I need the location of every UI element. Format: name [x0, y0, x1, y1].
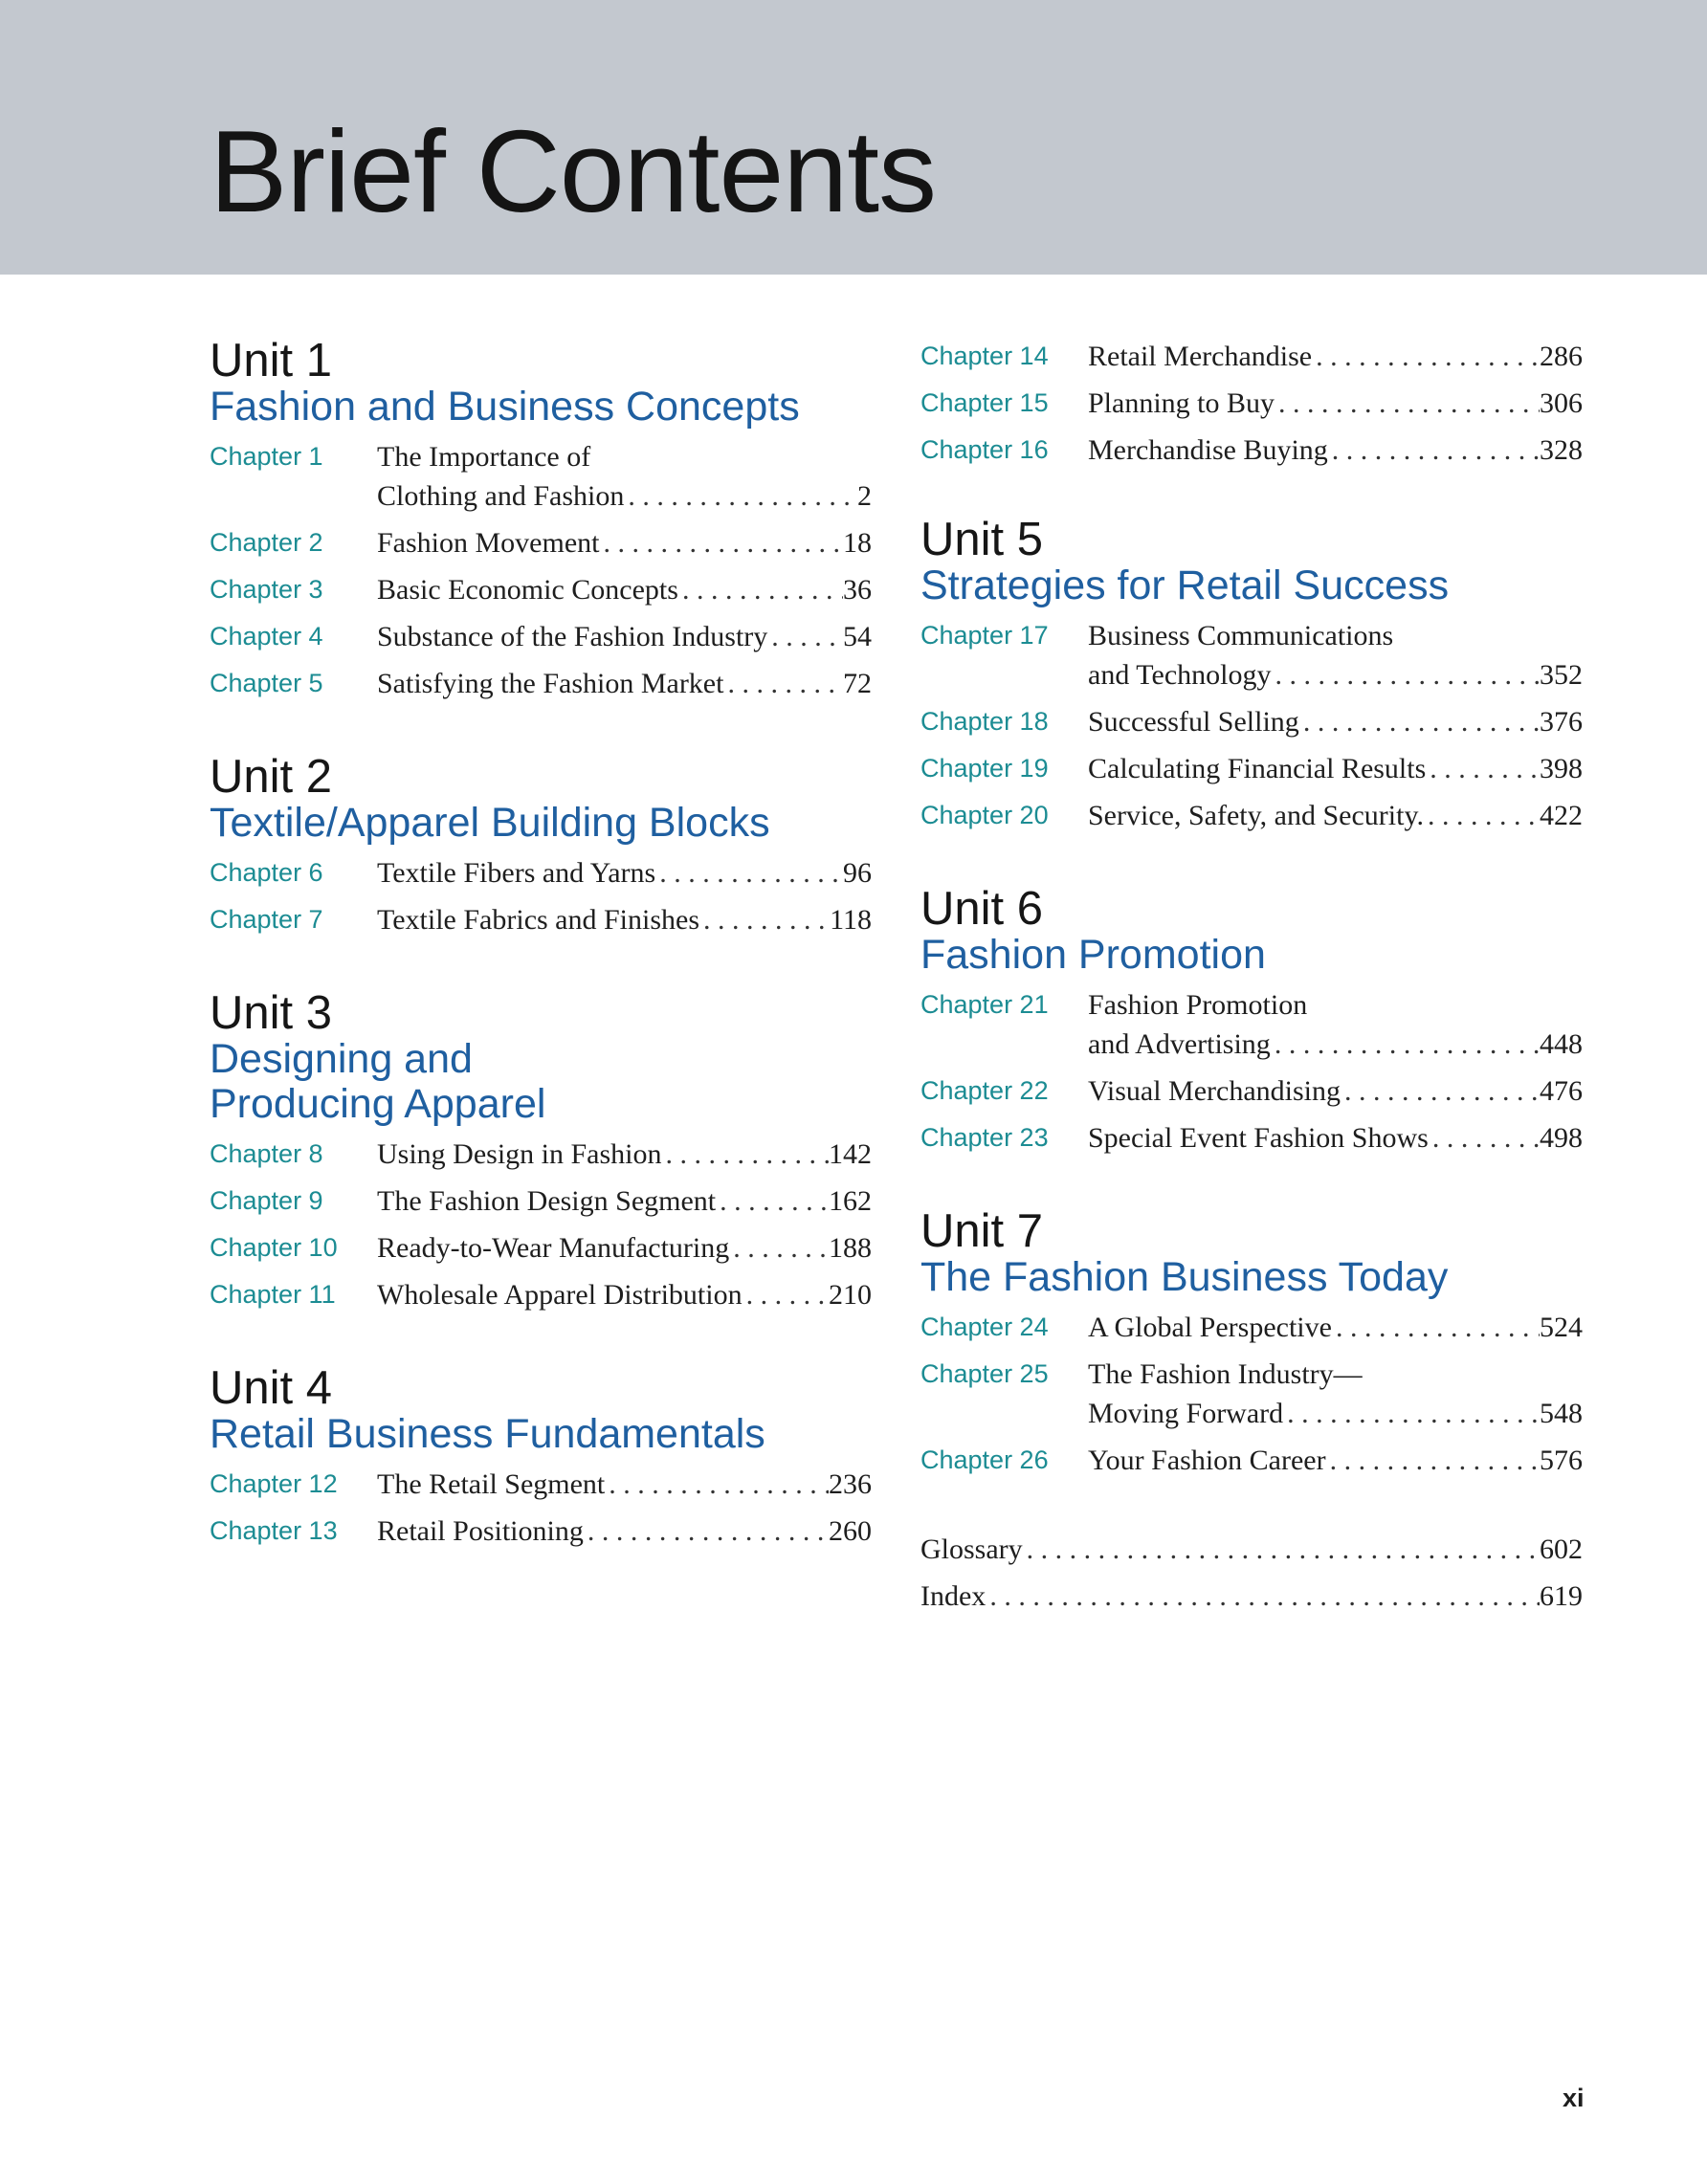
- chapter-title-text: Clothing and Fashion: [377, 480, 625, 512]
- toc-entry[interactable]: [210, 437, 872, 516]
- dot-leader: [1312, 337, 1540, 376]
- chapter-label: Chapter 3: [210, 575, 323, 604]
- chapter-title-text: Using Design in Fashion: [377, 1138, 662, 1170]
- chapter-title-text: Satisfying the Fashion Market: [377, 668, 724, 699]
- unit-section: [210, 753, 872, 939]
- contents-column-left: [210, 337, 872, 1600]
- chapter-title: [377, 1228, 872, 1268]
- unit-title: [210, 385, 872, 430]
- chapter-title-line: [377, 1275, 872, 1314]
- chapter-title: [1088, 796, 1583, 835]
- backmatter-label: Index: [920, 1580, 987, 1612]
- chapter-title-text: Calculating Financial Results: [1088, 753, 1427, 784]
- chapter-label: Chapter 26: [920, 1445, 1049, 1474]
- unit-title-line: Textile/Apparel Building Blocks: [210, 800, 770, 846]
- chapter-label: Chapter 20: [920, 801, 1049, 829]
- page-number: 576: [1540, 1445, 1583, 1476]
- chapter-title: [377, 1181, 872, 1221]
- chapter-label: Chapter 22: [920, 1076, 1049, 1105]
- chapter-title-line: [377, 853, 872, 893]
- chapter-title: [377, 900, 872, 939]
- chapter-title-line: [1088, 1071, 1583, 1111]
- chapter-title-line: [1088, 1441, 1583, 1480]
- chapter-title-text: Retail Merchandise: [1088, 341, 1313, 372]
- unit-section: [920, 885, 1583, 1158]
- toc-entry[interactable]: [210, 1275, 872, 1314]
- toc-entry[interactable]: [920, 985, 1583, 1064]
- dot-leader: [1426, 749, 1540, 788]
- toc-entry[interactable]: [210, 1228, 872, 1268]
- toc-entry[interactable]: [210, 570, 872, 609]
- dot-leader: [1023, 1530, 1540, 1569]
- page-number: 476: [1540, 1075, 1583, 1107]
- chapter-title-line: [377, 900, 872, 939]
- page-number: 96: [843, 857, 872, 889]
- page-number: 162: [829, 1185, 872, 1217]
- chapter-title-text: Special Event Fashion Shows: [1088, 1122, 1429, 1154]
- page-number: 72: [843, 668, 872, 699]
- page-title: Brief Contents: [210, 106, 937, 236]
- chapter-title-line: [377, 476, 872, 516]
- dot-leader: [767, 617, 843, 656]
- dot-leader: [1328, 430, 1540, 470]
- chapter-title-text: Planning to Buy: [1088, 387, 1275, 419]
- chapter-label: Chapter 4: [210, 622, 323, 651]
- chapter-title-text: The Retail Segment: [377, 1468, 606, 1500]
- chapter-title-text: and Technology: [1088, 659, 1272, 691]
- chapter-title-line: [1088, 384, 1583, 423]
- toc-entry[interactable]: [920, 1071, 1583, 1111]
- unit-title-line: The Fashion Business Today: [920, 1254, 1449, 1300]
- chapter-label: Chapter 25: [920, 1359, 1049, 1388]
- unit-title: [210, 1037, 872, 1127]
- chapter-label: Chapter 11: [210, 1280, 336, 1309]
- chapter-title: [377, 523, 872, 563]
- chapter-title: [1088, 702, 1583, 741]
- chapter-title-line: [377, 523, 872, 563]
- unit-title: [210, 1412, 872, 1457]
- dot-leader: [1429, 1118, 1540, 1158]
- dot-leader: [743, 1275, 829, 1314]
- dot-leader: [716, 1181, 829, 1221]
- chapter-label: Chapter 5: [210, 669, 323, 697]
- chapter-title-text: Business Communications: [1088, 620, 1394, 651]
- chapter-title-text: Textile Fabrics and Finishes: [377, 904, 700, 936]
- chapter-label: Chapter 16: [920, 435, 1049, 464]
- unit-title: [210, 801, 872, 846]
- unit-title: [920, 933, 1583, 978]
- chapter-title: [1088, 1308, 1583, 1347]
- toc-entry[interactable]: [210, 900, 872, 939]
- chapter-title-line: [1088, 702, 1583, 741]
- dot-leader: [1283, 1394, 1540, 1433]
- backmatter-label: Glossary: [920, 1533, 1023, 1565]
- chapter-title: [1088, 749, 1583, 788]
- chapter-label: Chapter 9: [210, 1186, 323, 1215]
- page-number: 328: [1540, 434, 1583, 466]
- toc-entry[interactable]: [920, 702, 1583, 741]
- chapter-title-line: [1088, 655, 1583, 695]
- chapter-title-line: [377, 1228, 872, 1268]
- page-number: 118: [830, 904, 872, 936]
- chapter-title-line: [377, 1465, 872, 1504]
- chapter-title-line: [377, 437, 872, 476]
- dot-leader: [584, 1511, 829, 1551]
- page-number: 398: [1540, 753, 1583, 784]
- chapter-title-line: [377, 617, 872, 656]
- chapter-title-text: Wholesale Apparel Distribution: [377, 1279, 743, 1311]
- chapter-title-text: The Importance of: [377, 441, 591, 473]
- page-number: 619: [1540, 1580, 1583, 1612]
- chapter-label: Chapter 18: [920, 707, 1049, 736]
- chapter-title: [377, 1465, 872, 1504]
- page-folio: xi: [1563, 2084, 1585, 2112]
- dot-leader: [1341, 1071, 1540, 1111]
- chapter-label: Chapter 21: [920, 990, 1049, 1019]
- backmatter: [920, 1530, 1583, 1616]
- chapter-label: Chapter 7: [210, 905, 323, 934]
- page-number: 376: [1540, 706, 1583, 738]
- toc-entry[interactable]: [210, 523, 872, 563]
- chapter-title-text: Ready-to-Wear Manufacturing: [377, 1232, 730, 1264]
- unit-title-line: Fashion and Business Concepts: [210, 384, 800, 430]
- continued-chapter-list: [920, 337, 1583, 470]
- dot-leader: [605, 1465, 829, 1504]
- chapter-title-line: [1088, 430, 1583, 470]
- unit-section: [920, 1207, 1583, 1480]
- unit-title-line: Fashion Promotion: [920, 932, 1266, 978]
- chapter-title: [1088, 430, 1583, 470]
- page-number: 2: [857, 480, 872, 512]
- chapter-title-line: [1088, 1118, 1583, 1158]
- chapter-title-line: [377, 570, 872, 609]
- chapter-label: Chapter 23: [920, 1123, 1049, 1152]
- dot-leader: [986, 1577, 1540, 1616]
- chapter-title-line: [377, 664, 872, 703]
- page-number: 352: [1540, 659, 1583, 691]
- page-number: 306: [1540, 387, 1583, 419]
- unit-section: [210, 1364, 872, 1551]
- chapter-title: [1088, 384, 1583, 423]
- chapter-title: [377, 853, 872, 893]
- toc-entry[interactable]: [920, 749, 1583, 788]
- chapter-title-text: A Global Perspective: [1088, 1312, 1332, 1343]
- unit-title-line: Designing and: [210, 1036, 473, 1082]
- dot-leader: [1299, 702, 1540, 741]
- chapter-title-text: Retail Positioning: [377, 1515, 584, 1547]
- contents-column-right: [920, 337, 1583, 1623]
- chapter-title: [1088, 1441, 1583, 1480]
- toc-entry[interactable]: [920, 796, 1583, 835]
- chapter-label: Chapter 1: [210, 442, 323, 471]
- backmatter-entry[interactable]: [920, 1577, 1583, 1616]
- chapter-title: [377, 617, 872, 656]
- chapter-title: [377, 1135, 872, 1174]
- chapter-label: Chapter 13: [210, 1516, 338, 1545]
- toc-entry[interactable]: [920, 430, 1583, 470]
- chapter-title-line: [1088, 985, 1583, 1025]
- chapter-title-text: Moving Forward: [1088, 1398, 1284, 1429]
- chapter-label: Chapter 15: [920, 388, 1049, 417]
- page-number: 548: [1540, 1398, 1583, 1429]
- chapter-label: Chapter 6: [210, 858, 323, 887]
- chapter-title-text: and Advertising: [1088, 1028, 1271, 1060]
- page-number: 286: [1540, 341, 1583, 372]
- chapter-title-text: Fashion Movement: [377, 527, 600, 559]
- chapter-title: [1088, 337, 1583, 376]
- chapter-title: [377, 437, 872, 516]
- page-number: 54: [843, 621, 872, 652]
- dot-leader: [1424, 796, 1540, 835]
- chapter-title-line: [1088, 1394, 1583, 1433]
- backmatter-entry[interactable]: [920, 1530, 1583, 1569]
- chapter-title: [1088, 616, 1583, 695]
- dot-leader: [678, 570, 843, 609]
- page-number: 236: [829, 1468, 872, 1500]
- toc-entry[interactable]: [920, 1308, 1583, 1347]
- unit-section: [210, 337, 872, 703]
- dot-leader: [1326, 1441, 1540, 1480]
- toc-entry[interactable]: [210, 1135, 872, 1174]
- chapter-title: [377, 1511, 872, 1551]
- chapter-title-line: [1088, 1025, 1583, 1064]
- chapter-title-line: [1088, 337, 1583, 376]
- toc-entry[interactable]: [920, 616, 1583, 695]
- chapter-label: Chapter 24: [920, 1313, 1049, 1341]
- toc-entry[interactable]: [210, 1511, 872, 1551]
- dot-leader: [1275, 384, 1540, 423]
- page-number: 188: [829, 1232, 872, 1264]
- unit-number: Unit 4: [210, 1362, 333, 1414]
- chapter-title: [377, 1275, 872, 1314]
- unit-title: [920, 1255, 1583, 1300]
- chapter-label: Chapter 12: [210, 1469, 338, 1498]
- chapter-label: Chapter 17: [920, 621, 1049, 650]
- dot-leader: [699, 900, 830, 939]
- unit-number: Unit 5: [920, 514, 1044, 565]
- unit-number: Unit 7: [920, 1205, 1044, 1257]
- toc-entry[interactable]: [210, 1465, 872, 1504]
- chapter-title: [1088, 1355, 1583, 1433]
- chapter-label: Chapter 14: [920, 342, 1049, 370]
- chapter-title-text: Successful Selling: [1088, 706, 1299, 738]
- dot-leader: [723, 664, 843, 703]
- chapter-label: Chapter 10: [210, 1233, 338, 1262]
- dot-leader: [600, 523, 844, 563]
- unit-title-line: Producing Apparel: [210, 1081, 546, 1127]
- chapter-title-line: [1088, 796, 1583, 835]
- chapter-title: [377, 664, 872, 703]
- page-number: 36: [843, 574, 872, 606]
- chapter-title: [377, 570, 872, 609]
- chapter-label: Chapter 19: [920, 754, 1049, 783]
- toc-entry[interactable]: [920, 1441, 1583, 1480]
- unit-title-line: Strategies for Retail Success: [920, 563, 1450, 608]
- chapter-title-text: Basic Economic Concepts: [377, 574, 678, 606]
- unit-title-line: Retail Business Fundamentals: [210, 1411, 765, 1457]
- chapter-title-text: Visual Merchandising: [1088, 1075, 1341, 1107]
- toc-entry[interactable]: [210, 1181, 872, 1221]
- page-number: 142: [829, 1138, 872, 1170]
- page-number: 524: [1540, 1312, 1583, 1343]
- chapter-title-text: Substance of the Fashion Industry: [377, 621, 768, 652]
- page-number: 260: [829, 1515, 872, 1547]
- page-number: 18: [843, 527, 872, 559]
- dot-leader: [1271, 655, 1540, 695]
- page-number: 422: [1540, 800, 1583, 831]
- chapter-title-text: Service, Safety, and Security.: [1088, 800, 1424, 831]
- toc-entry[interactable]: [210, 617, 872, 656]
- toc-entry[interactable]: [920, 337, 1583, 376]
- unit-title: [920, 563, 1583, 608]
- unit-number: Unit 2: [210, 751, 333, 803]
- chapter-title: [1088, 1071, 1583, 1111]
- chapter-title-text: Merchandise Buying: [1088, 434, 1328, 466]
- unit-section: [210, 989, 872, 1314]
- chapter-title-text: Your Fashion Career: [1088, 1445, 1326, 1476]
- dot-leader: [1332, 1308, 1540, 1347]
- chapter-title-text: The Fashion Industry—: [1088, 1358, 1363, 1390]
- toc-entry[interactable]: [210, 853, 872, 893]
- unit-number: Unit 6: [920, 883, 1044, 935]
- chapter-title-line: [1088, 1308, 1583, 1347]
- dot-leader: [624, 476, 857, 516]
- page-number: 602: [1540, 1533, 1583, 1565]
- dot-leader: [662, 1135, 829, 1174]
- chapter-title-text: Textile Fibers and Yarns: [377, 857, 656, 889]
- chapter-title-line: [1088, 1355, 1583, 1394]
- dot-leader: [655, 853, 843, 893]
- toc-entry[interactable]: [920, 1118, 1583, 1158]
- chapter-title-line: [377, 1181, 872, 1221]
- chapter-title: [1088, 985, 1583, 1064]
- unit-number: Unit 1: [210, 335, 333, 386]
- unit-number: Unit 3: [210, 987, 333, 1039]
- chapter-title-text: Fashion Promotion: [1088, 989, 1308, 1021]
- page-number: 498: [1540, 1122, 1583, 1154]
- dot-leader: [729, 1228, 829, 1268]
- chapter-label: Chapter 2: [210, 528, 323, 557]
- chapter-title-line: [1088, 749, 1583, 788]
- toc-entry[interactable]: [920, 1355, 1583, 1433]
- dot-leader: [1271, 1025, 1540, 1064]
- toc-entry[interactable]: [210, 664, 872, 703]
- chapter-title-text: The Fashion Design Segment: [377, 1185, 717, 1217]
- toc-entry[interactable]: [920, 384, 1583, 423]
- chapter-title-line: [1088, 616, 1583, 655]
- page-number: 448: [1540, 1028, 1583, 1060]
- unit-section: [920, 516, 1583, 835]
- chapter-title: [1088, 1118, 1583, 1158]
- chapter-title-line: [377, 1135, 872, 1174]
- chapter-title-line: [377, 1511, 872, 1551]
- page-number: 210: [829, 1279, 872, 1311]
- chapter-label: Chapter 8: [210, 1139, 323, 1168]
